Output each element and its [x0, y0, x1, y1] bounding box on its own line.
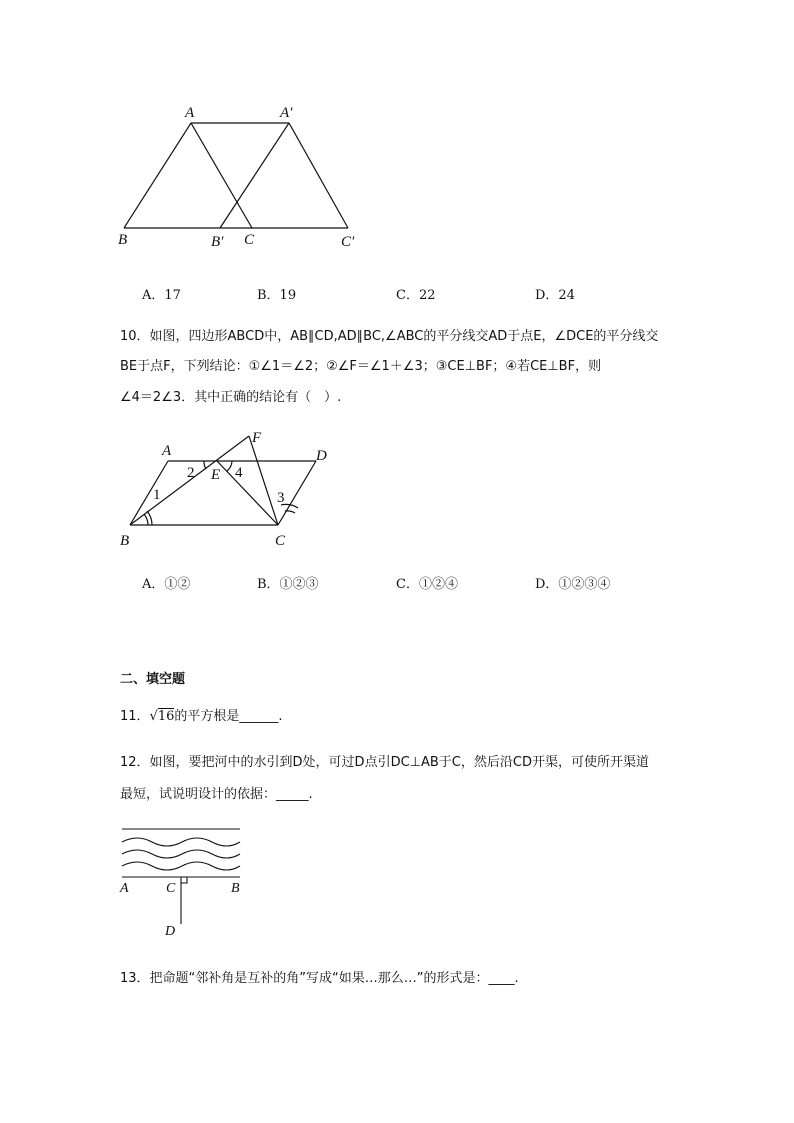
q11-line: [120, 708, 283, 726]
q10-option-a[interactable]: A．①②: [142, 577, 191, 592]
q10-option-d[interactable]: D．①②③④: [535, 577, 611, 592]
label-D: D: [165, 924, 176, 939]
label-A-prime: A′: [280, 105, 293, 121]
q10-option-b[interactable]: B．①②③: [257, 577, 319, 592]
label-C: C: [275, 533, 286, 549]
q10-line-3: ∠4＝2∠3．其中正确的结论有（ ）.: [120, 390, 342, 405]
label-angle-4: 4: [235, 465, 243, 481]
q11-prefix: 11．: [120, 709, 150, 724]
label-angle-3: 3: [277, 490, 285, 506]
q13-line: 13．把命题“邻补角是互补的角”写成“如果…那么…”的形式是：____.: [120, 971, 519, 986]
q12-line-1: 12．如图，要把河中的水引到D处，可过D点引DC⊥AB于C，然后沿CD开渠，可使所开渠道: [120, 755, 649, 770]
label-B: B: [231, 881, 240, 896]
label-A: A: [162, 443, 172, 459]
sqrt-symbol: √: [149, 709, 158, 724]
q12-line-2: 最短，试说明设计的依据：_____.: [120, 787, 313, 802]
figure-triangles: [110, 98, 370, 250]
figure-parallelogram: [110, 425, 350, 553]
q9-option-a[interactable]: A．17: [142, 288, 181, 303]
figure-river: [112, 820, 252, 940]
label-C: C: [244, 232, 255, 248]
label-A: A: [185, 105, 195, 121]
q10-option-c[interactable]: C．①②④: [396, 577, 458, 592]
label-C-prime: C′: [341, 234, 355, 250]
label-B: B: [120, 533, 130, 549]
label-D: D: [316, 448, 327, 464]
section-heading: 二、填空题: [120, 672, 186, 687]
q11-radicand: 16: [157, 709, 175, 724]
q9-option-d[interactable]: D．24: [535, 288, 575, 303]
q10-line-2: BE于点F，下列结论：①∠1＝∠2；②∠F＝∠1＋∠3；③CE⊥BF；④若CE⊥BF，则: [120, 359, 602, 374]
label-angle-1: 1: [153, 487, 161, 503]
label-C: C: [166, 881, 176, 896]
label-E: E: [211, 467, 221, 483]
q9-option-b[interactable]: B．19: [257, 288, 297, 303]
label-angle-2: 2: [187, 465, 195, 481]
q10-line-1: 10．如图，四边形ABCD中，AB∥CD,AD∥BC,∠ABC的平分线交AD于点E，∠DCE的平分线交: [120, 329, 659, 344]
label-B-prime: B′: [211, 234, 224, 250]
label-A: A: [120, 881, 129, 896]
label-B: B: [118, 232, 128, 248]
q9-option-c[interactable]: C．22: [396, 288, 436, 303]
q11-suffix: 的平方根是______.: [174, 709, 283, 724]
label-F: F: [252, 430, 262, 446]
